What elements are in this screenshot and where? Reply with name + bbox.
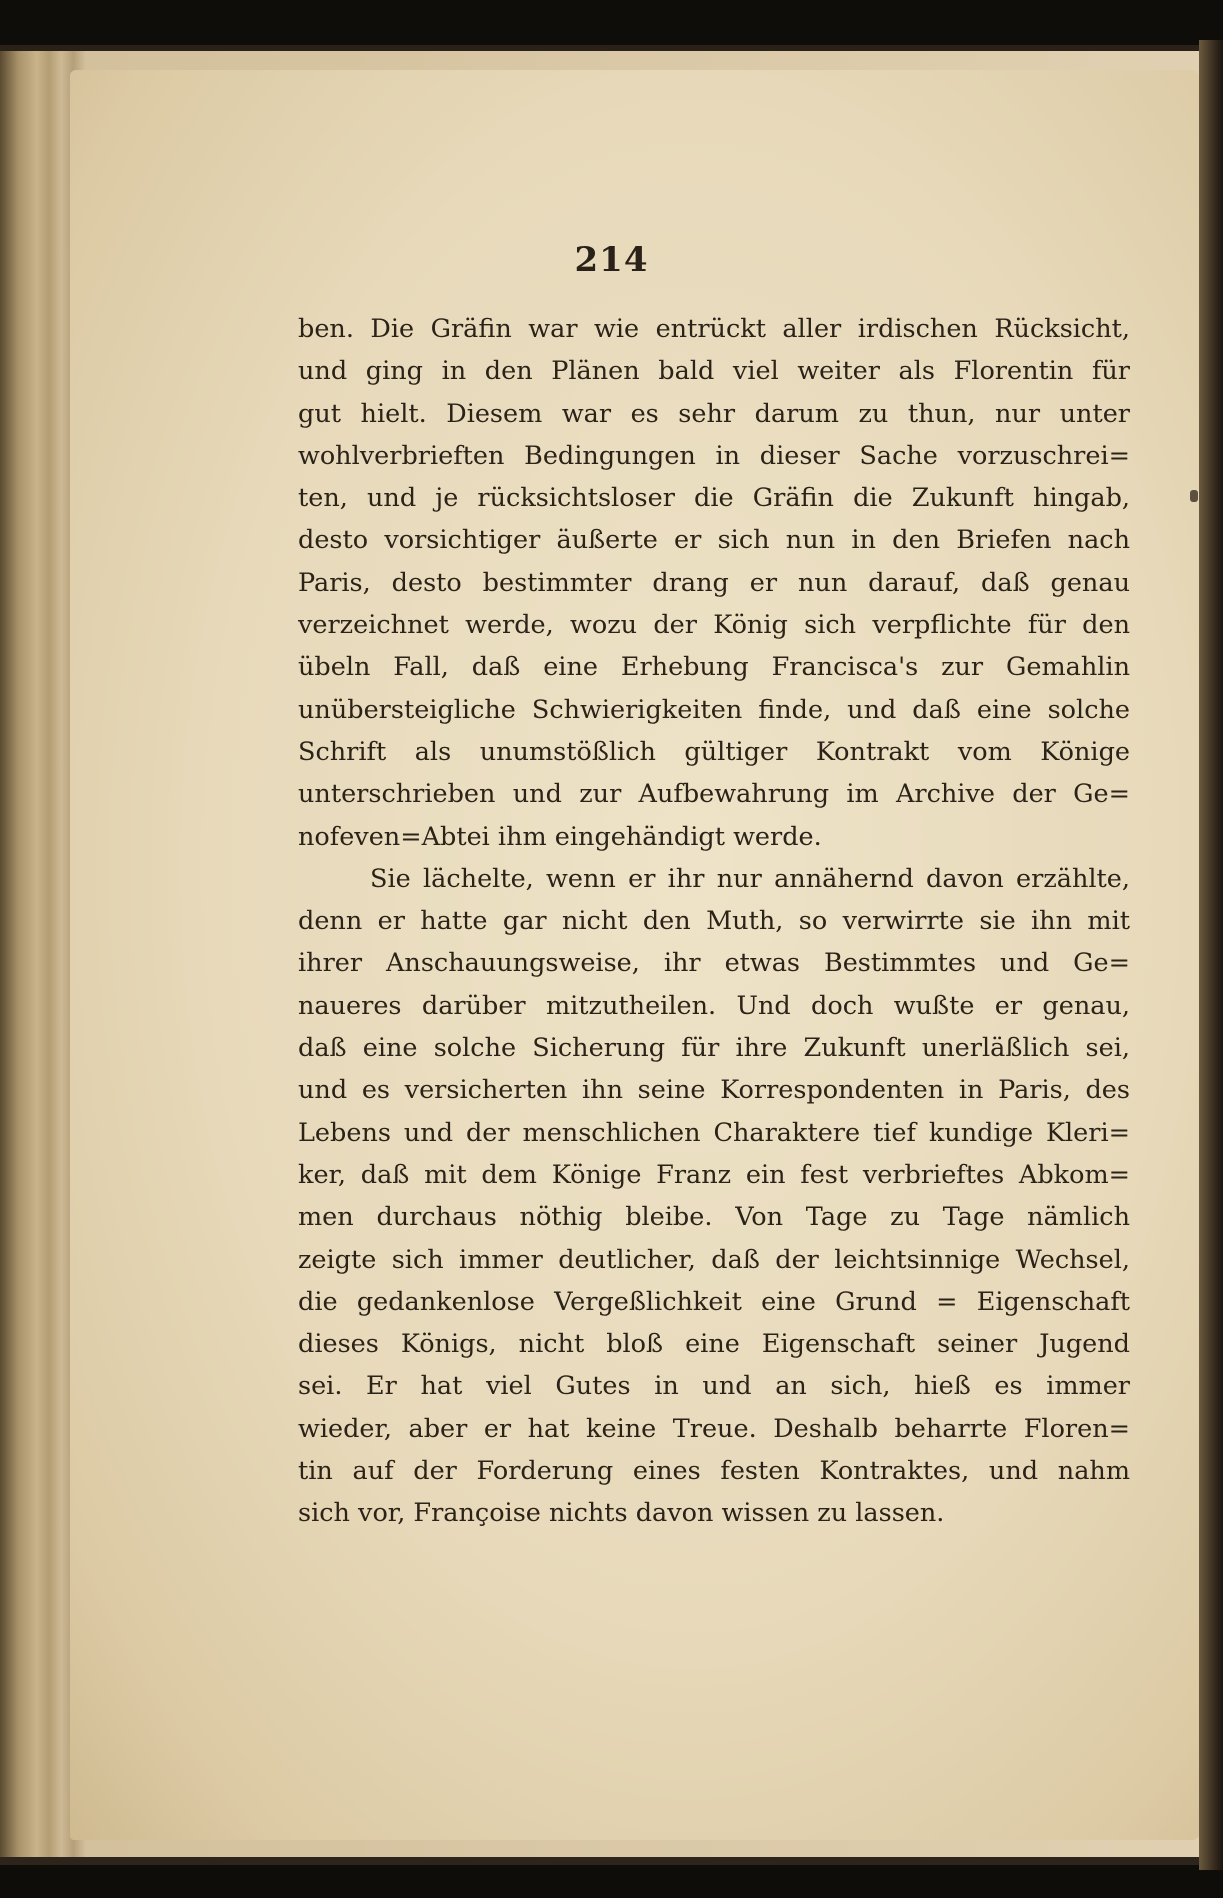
text-line: ker, daß mit dem Könige Franz ein fest verbrieftes Abkom=	[298, 1159, 1130, 1190]
text-line: die gedankenlose Vergeßlichkeit eine Grund = Eigenschaft	[298, 1286, 1130, 1317]
text-line: unterschrieben und zur Aufbewahrung im Archive der Ge=	[298, 779, 1130, 810]
text-line: naueres darüber mitzutheilen. Und doch wußte er genau,	[298, 990, 1130, 1021]
text-line: zeigte sich immer deutlicher, daß der leichtsinnige Wechsel,	[298, 1244, 1130, 1275]
text-line: und es versicherten ihn seine Korrespondenten in Paris, des	[298, 1075, 1130, 1106]
body-text	[298, 308, 1130, 1535]
book-spine-edge	[1199, 40, 1223, 1870]
text-line: übeln Fall, daß eine Erhebung Francisca's zur Gemahlin	[298, 652, 1130, 683]
text-line: wieder, aber er hat keine Treue. Deshalb beharrte Floren=	[298, 1413, 1130, 1444]
text-line: Schrift als unumstößlich gültiger Kontrakt vom Könige	[298, 736, 1130, 767]
text-line: Sie lächelte, wenn er ihr nur annähernd davon erzählte,	[370, 863, 1130, 894]
text-line: men durchaus nöthig bleibe. Von Tage zu Tage nämlich	[298, 1202, 1130, 1233]
text-line: denn er hatte gar nicht den Muth, so verwirrte sie ihn mit	[298, 906, 1130, 937]
text-line: verzeichnet werde, wozu der König sich verpflichte für den	[298, 610, 1130, 641]
text-line: und ging in den Plänen bald viel weiter als Florentin für	[298, 356, 1130, 387]
text-line: unübersteigliche Schwierigkeiten finde, und daß eine solche	[298, 694, 1130, 725]
page-number: 214	[574, 240, 649, 280]
text-line: sich vor, Françoise nichts davon wissen zu lassen.	[298, 1498, 945, 1529]
ink-smudge	[1190, 490, 1198, 502]
text-line: nofeven=Abtei ihm eingehändigt werde.	[298, 821, 822, 852]
text-line: dieses Königs, nicht bloß eine Eigenschaft seiner Jugend	[298, 1329, 1130, 1360]
text-line: Paris, desto bestimmter drang er nun darauf, daß genau	[298, 567, 1130, 598]
text-line: ben. Die Gräfin war wie entrückt aller irdischen Rücksicht,	[298, 314, 1130, 344]
text-line: desto vorsichtiger äußerte er sich nun in den Briefen nach	[298, 525, 1130, 556]
text-line: daß eine solche Sicherung für ihre Zukunft unerläßlich sei,	[298, 1033, 1130, 1064]
text-line: gut hielt. Diesem war es sehr darum zu thun, nur unter	[298, 398, 1130, 429]
text-line: ten, und je rücksichtsloser die Gräfin die Zukunft hingab,	[298, 483, 1130, 514]
text-line: Lebens und der menschlichen Charaktere tief kundige Kleri=	[298, 1117, 1130, 1148]
text-line: sei. Er hat viel Gutes in und an sich, hieß es immer	[298, 1371, 1130, 1402]
text-line: ihrer Anschauungsweise, ihr etwas Bestimmtes und Ge=	[298, 948, 1130, 979]
text-line: wohlverbrieften Bedingungen in dieser Sache vorzuschrei=	[298, 440, 1130, 471]
text-line: tin auf der Forderung eines festen Kontraktes, und nahm	[298, 1456, 1130, 1487]
